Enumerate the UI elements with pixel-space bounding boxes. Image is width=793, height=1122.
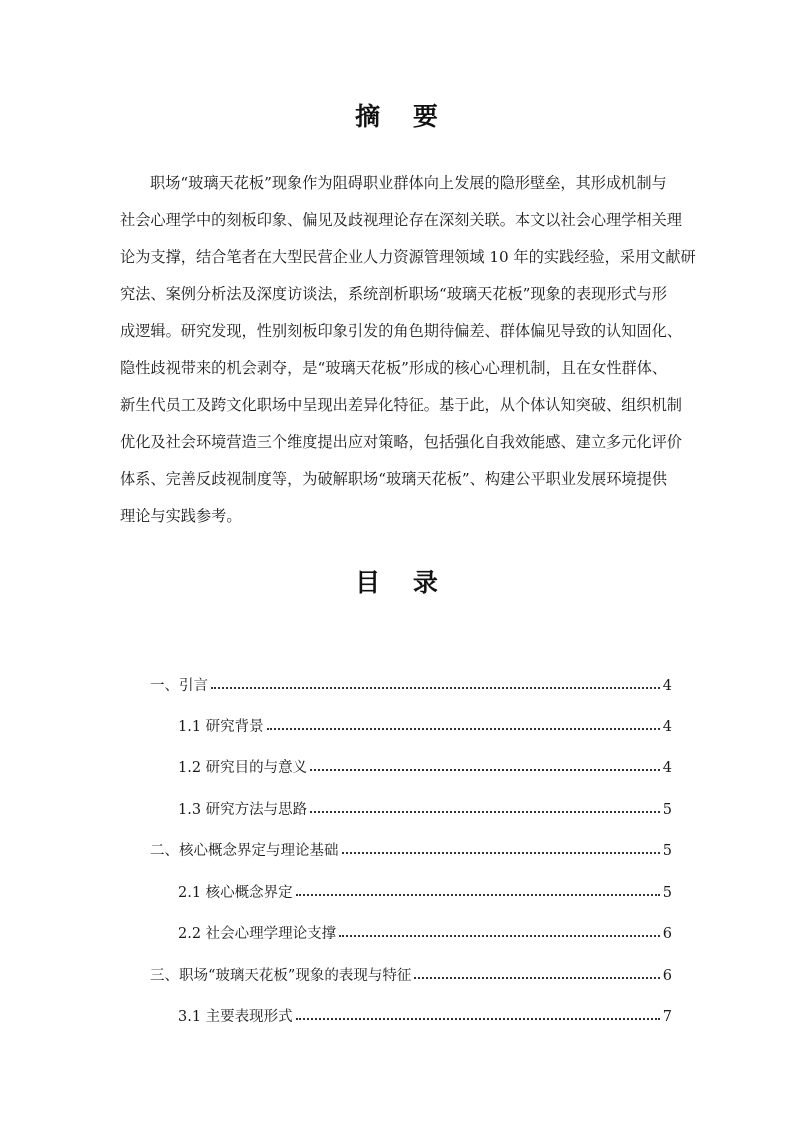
abstract-line: 新生代员工及跨文化职场中呈现出差异化特征。基于此，从个体认知突破、组织机制	[120, 396, 682, 414]
dot-leader	[339, 924, 660, 938]
abstract-line: 社会心理学中的刻板印象、偏见及歧视理论存在深刻关联。本文以社会心理学相关理	[120, 211, 682, 229]
dot-leader	[296, 1007, 660, 1021]
toc-entry-intro[interactable]	[150, 674, 672, 696]
toc-entry-2-2[interactable]	[178, 922, 672, 944]
toc-entry-label: 1.3 研究方法与思路	[178, 802, 308, 818]
abstract-line: 体系、完善反歧视制度等，为破解职场“玻璃天花板”、构建公平职业发展环境提供	[120, 470, 668, 488]
abstract-line: 究法、案例分析法及深度访谈法，系统剖析职场“玻璃天花板”现象的表现形式与形	[120, 285, 668, 303]
toc-entry-page: 5	[662, 885, 672, 901]
toc-entry-phenomenon[interactable]	[150, 964, 672, 986]
abstract-title: 摘 要	[355, 102, 450, 131]
dot-leader	[310, 800, 660, 814]
toc-entry-label: 3.1 主要表现形式	[178, 1009, 293, 1025]
toc-entry-label: 2.2 社会心理学理论支撑	[178, 926, 337, 942]
dot-leader	[414, 966, 659, 980]
abstract-line: 理论与实践参考。	[120, 507, 242, 525]
toc-entry-page: 4	[662, 760, 672, 776]
abstract-body	[120, 172, 696, 542]
toc-entry-page: 4	[662, 678, 672, 694]
toc-entry-page: 7	[662, 1009, 672, 1025]
toc-entry-1-3[interactable]	[178, 798, 672, 820]
toc-entry-3-1[interactable]	[178, 1005, 672, 1027]
dot-leader	[211, 676, 660, 690]
toc-entry-page: 6	[662, 926, 672, 942]
toc-entry-2-1[interactable]	[178, 881, 672, 903]
toc-entry-page: 5	[662, 802, 672, 818]
toc-entry-label: 二、核心概念界定与理论基础	[150, 843, 339, 859]
toc-entry-label: 2.1 核心概念界定	[178, 885, 293, 901]
abstract-line: 隐性歧视带来的机会剥夺，是“玻璃天花板”形成的核心心理机制，且在女性群体、	[120, 359, 668, 377]
toc-entry-label: 三、职场“玻璃天花板”现象的表现与特征	[150, 968, 412, 984]
toc-entry-label: 一、引言	[150, 678, 208, 694]
toc-entry-label: 1.2 研究目的与意义	[178, 760, 308, 776]
abstract-line: 优化及社会环境营造三个维度提出应对策略，包括强化自我效能感、建立多元化评价	[120, 433, 682, 451]
dot-leader	[267, 717, 660, 731]
dot-leader	[296, 883, 660, 897]
toc-entry-1-2[interactable]	[178, 756, 672, 778]
toc-entry-concepts[interactable]	[150, 839, 672, 861]
toc-title: 目 录	[355, 568, 450, 597]
toc-entry-page: 4	[662, 719, 672, 735]
abstract-line: 成逻辑。研究发现，性别刻板印象引发的角色期待偏差、群体偏见导致的认知固化、	[120, 322, 682, 340]
abstract-line: 职场“玻璃天花板”现象作为阻碍职业群体向上发展的隐形壁垒，其形成机制与	[150, 174, 667, 192]
toc-entry-1-1[interactable]	[178, 715, 672, 737]
toc-entry-label: 1.1 研究背景	[178, 719, 264, 735]
toc-entry-page: 5	[662, 843, 672, 859]
dot-leader	[310, 758, 660, 772]
toc-entry-page: 6	[662, 968, 672, 984]
dot-leader	[342, 841, 660, 855]
abstract-line: 论为支撑，结合笔者在大型民营企业人力资源管理领域 10 年的实践经验，采用文献研	[120, 248, 696, 266]
